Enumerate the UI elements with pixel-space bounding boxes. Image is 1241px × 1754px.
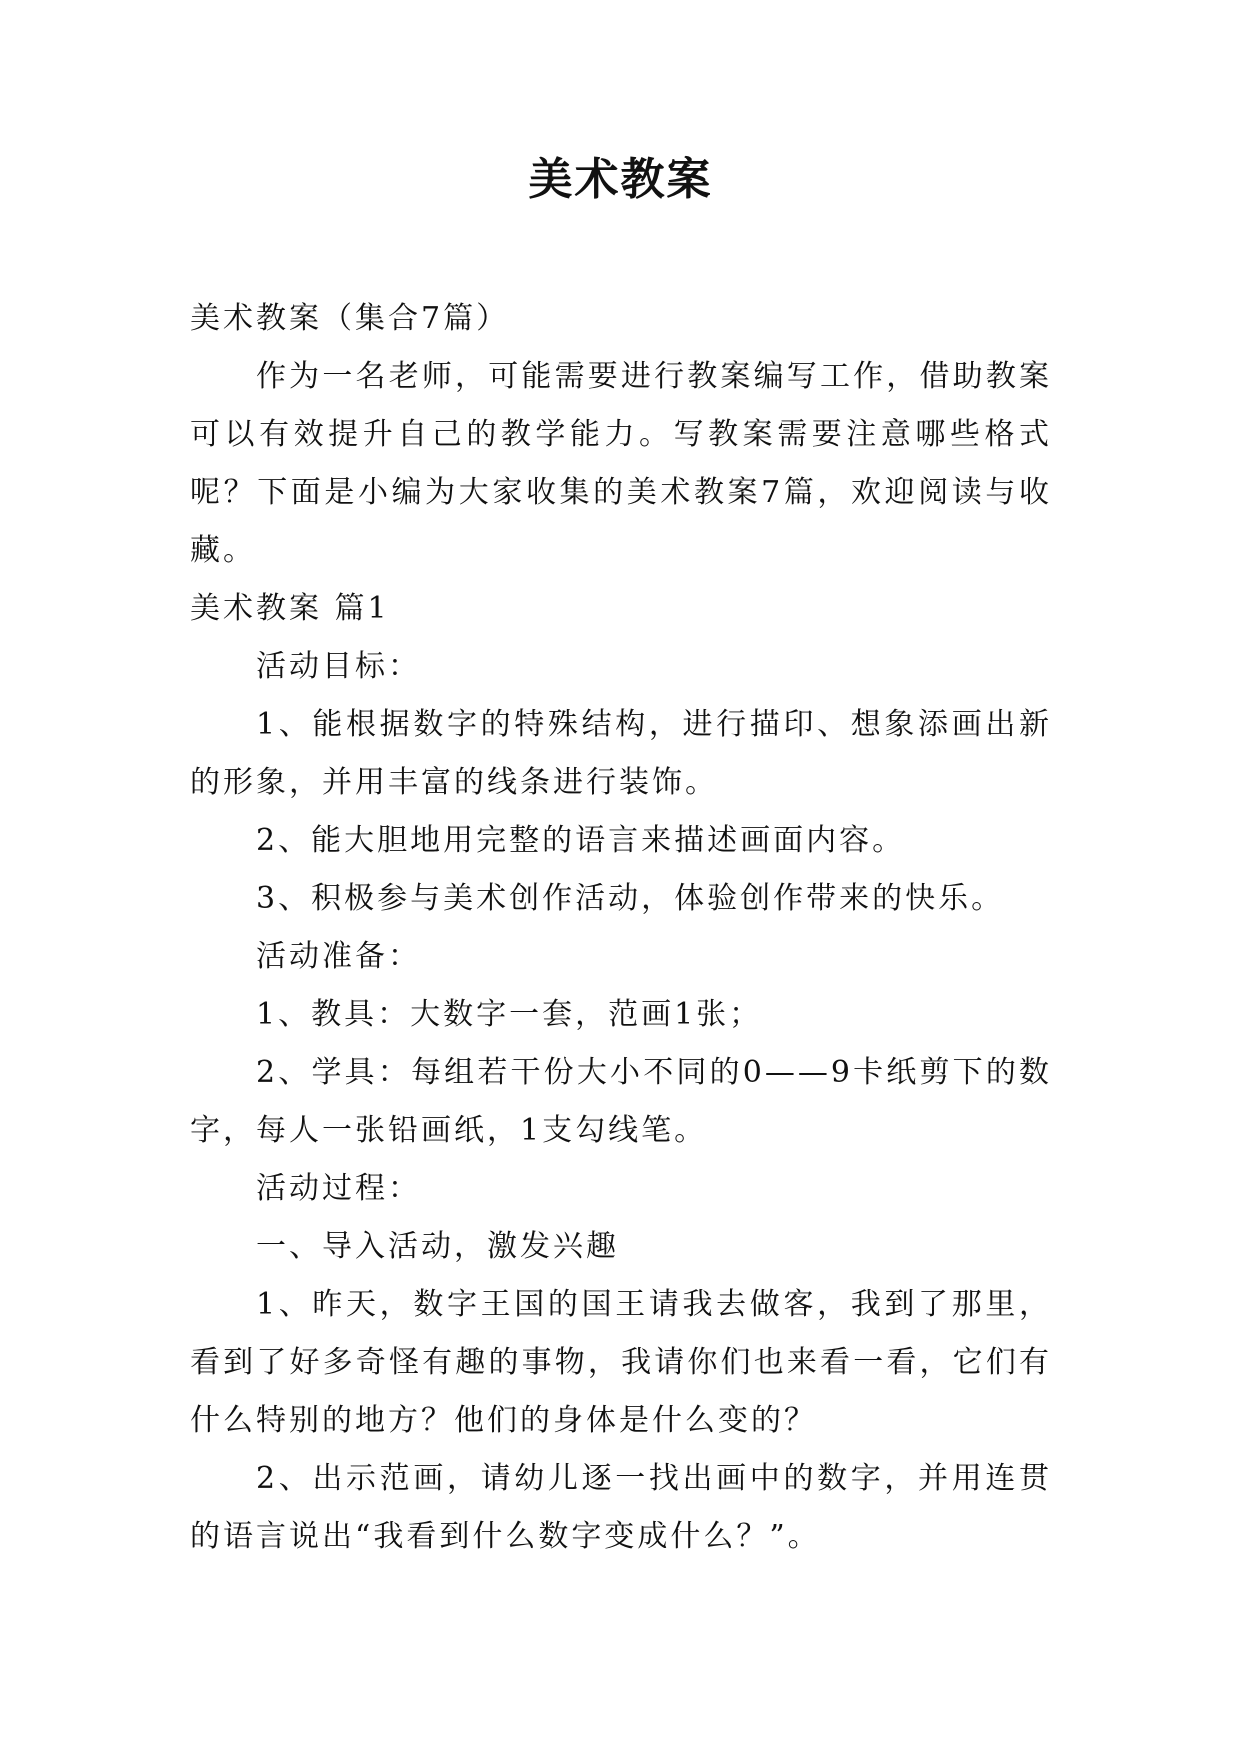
goal-item: 1、能根据数字的特殊结构，进行描印、想象添画出新的形象，并用丰富的线条进行装饰。 — [190, 707, 1052, 800]
section-heading: 美术教案 篇1 — [190, 591, 390, 626]
prep-item: 2、学具：每组若干份大小不同的0——9卡纸剪下的数字，每人一张铅画纸，1支勾线笔。 — [190, 1055, 1052, 1148]
activity-process-label: 活动过程： — [256, 1171, 421, 1206]
activity-goals-label: 活动目标： — [256, 649, 421, 684]
goal-item: 2、能大胆地用完整的语言来描述画面内容。 — [256, 823, 906, 858]
document-title: 美术教案 — [528, 154, 713, 205]
goal-item: 3、积极参与美术创作活动，体验创作带来的快乐。 — [256, 881, 1005, 916]
process-item: 1、昨天，数字王国的国王请我去做客，我到了那里，看到了好多奇怪有趣的事物，我请你们也来看一看，它们有什么特别的地方？他们的身体是什么变的？ — [190, 1287, 1052, 1438]
intro-paragraph: 作为一名老师，可能需要进行教案编写工作，借助教案可以有效提升自己的教学能力。写教案需要注意哪些格式呢？下面是小编为大家收集的美术教案7篇，欢迎阅读与收藏。 — [190, 359, 1052, 568]
process-step-heading: 一、导入活动，激发兴趣 — [256, 1229, 619, 1264]
collection-heading: 美术教案（集合7篇） — [190, 301, 510, 336]
activity-prep-label: 活动准备： — [256, 939, 421, 974]
process-item: 2、出示范画，请幼儿逐一找出画中的数字，并用连贯的语言说出“我看到什么数字变成什么？”。 — [190, 1461, 1052, 1554]
prep-item: 1、教具：大数字一套，范画1张； — [256, 997, 763, 1032]
document-body — [190, 290, 1052, 1566]
